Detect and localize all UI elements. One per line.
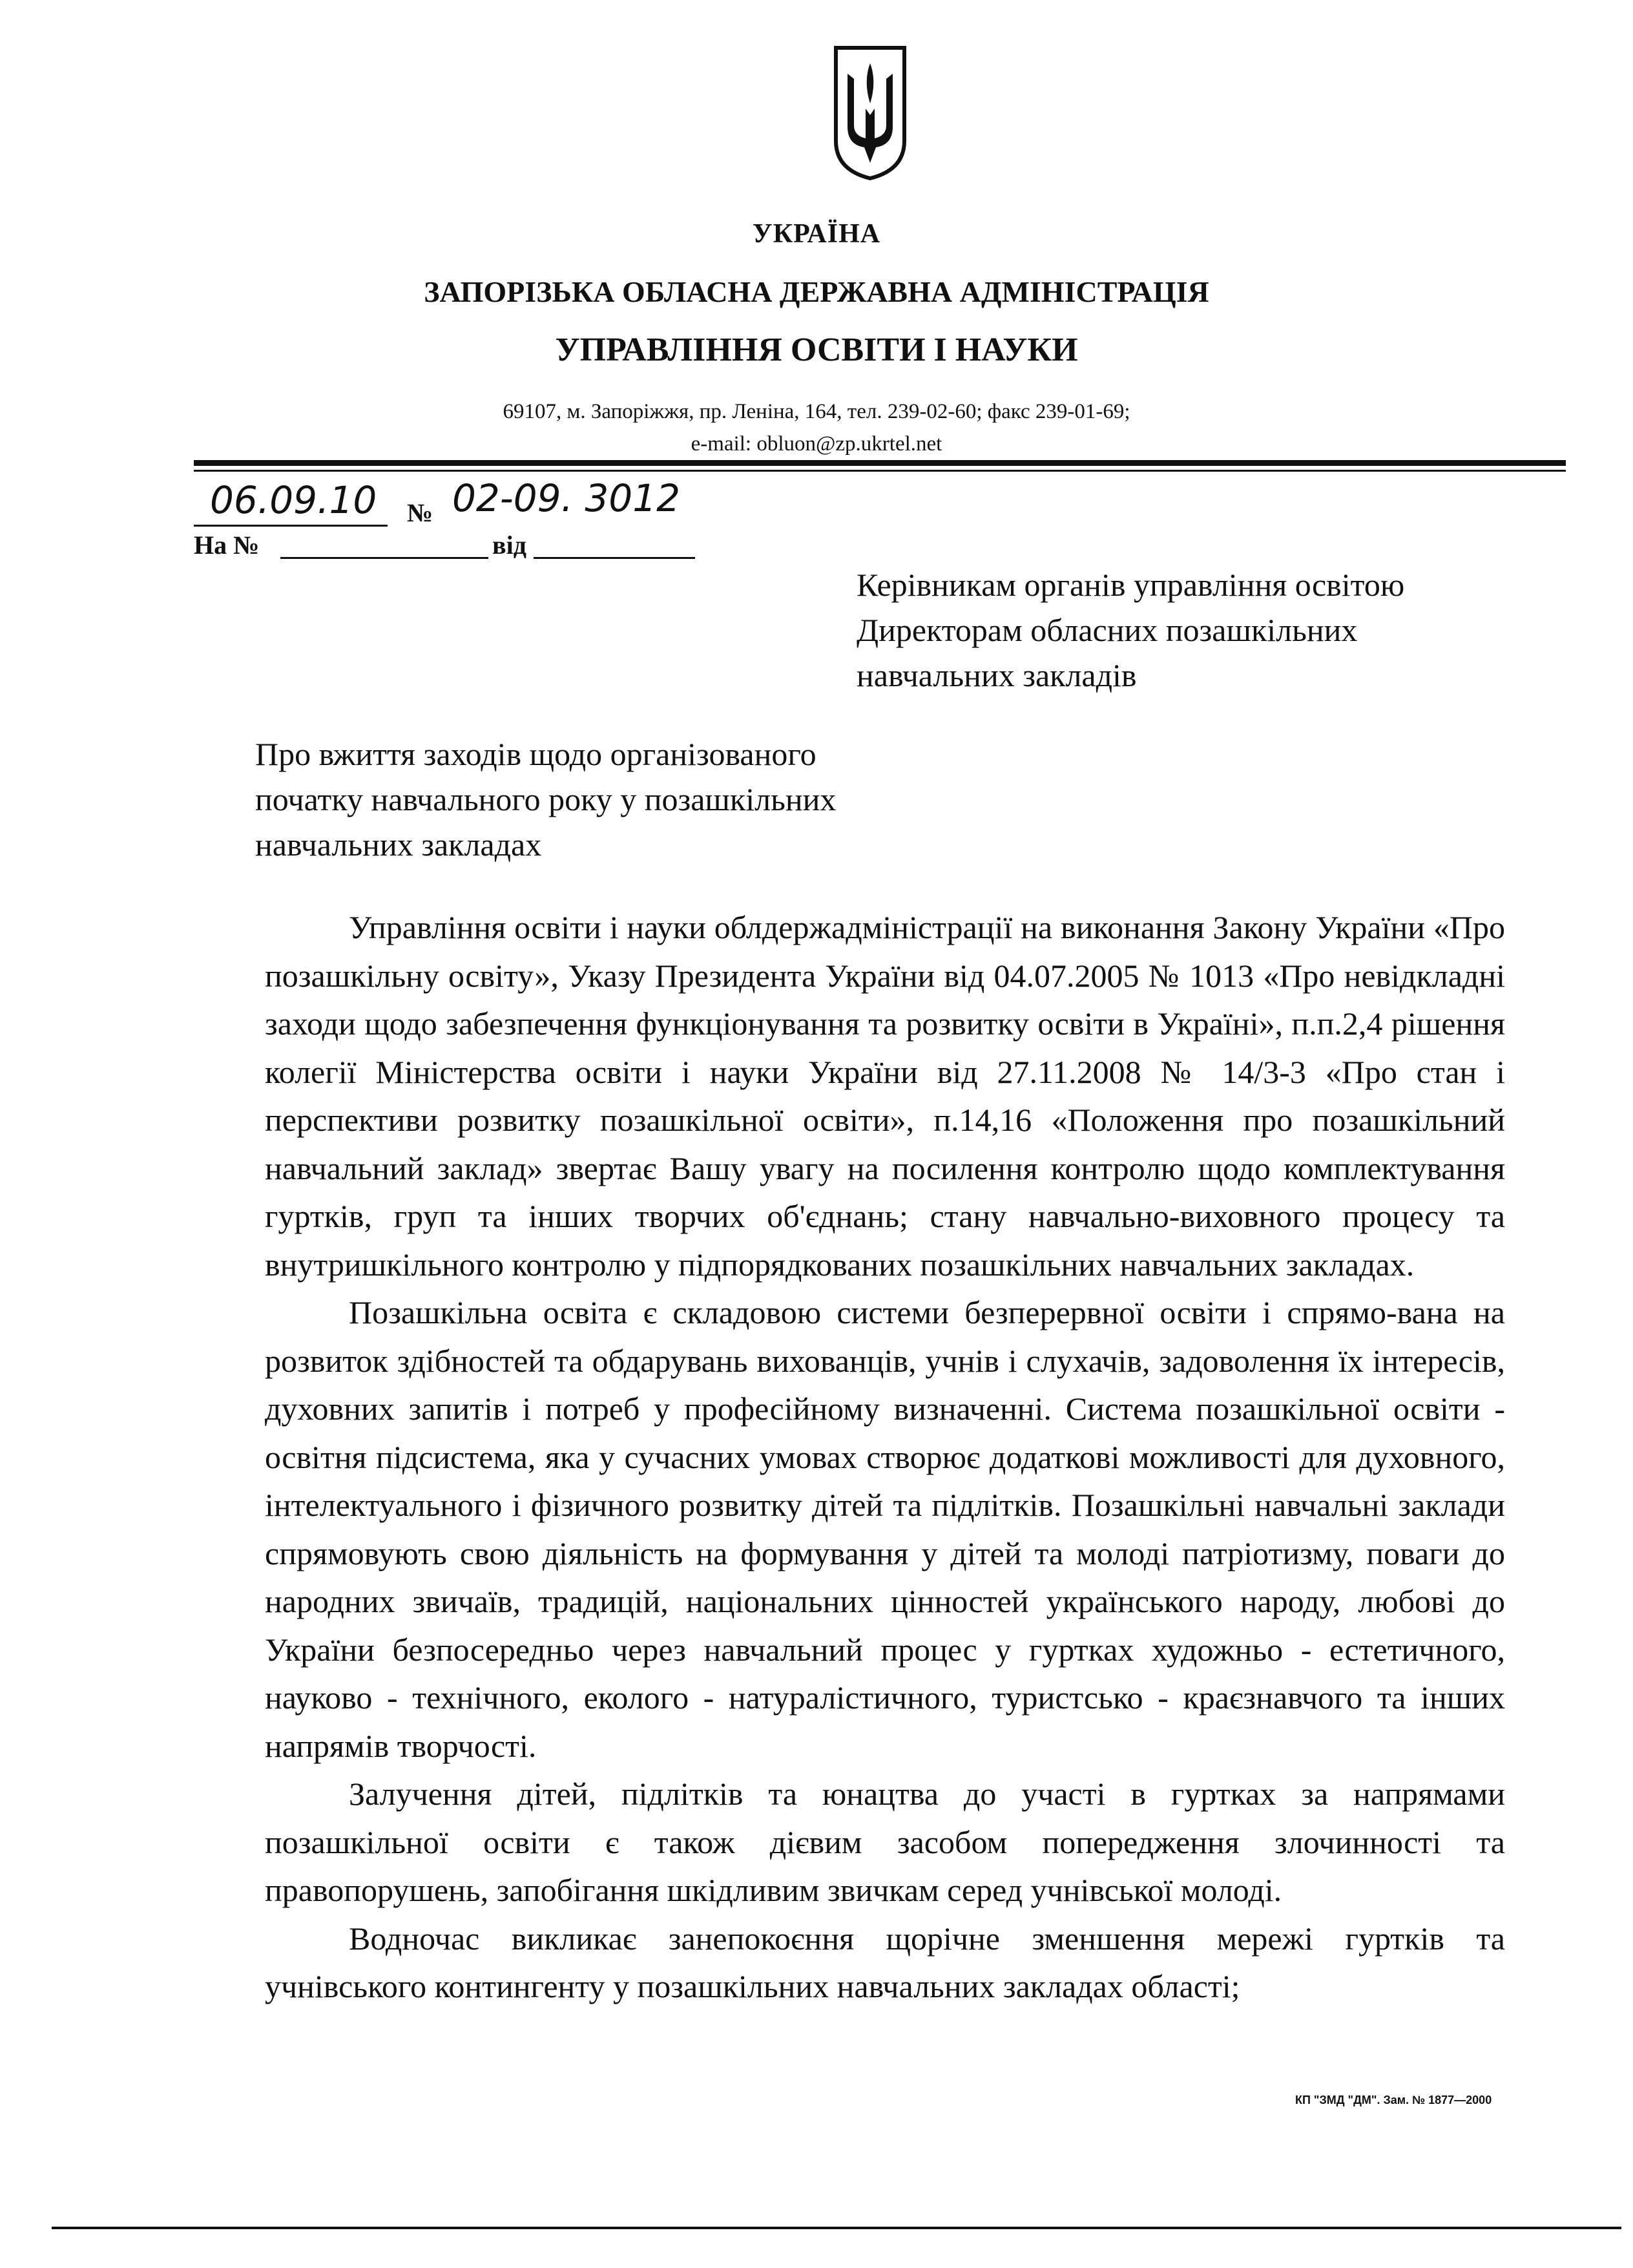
email-line: e-mail: obluon@zp.ukrtel.net <box>691 432 942 456</box>
recipients-block <box>857 562 1404 698</box>
bottom-divider <box>52 2227 1621 2229</box>
registration-number-label: № <box>407 498 433 527</box>
subject-line: навчальних закладах <box>255 826 542 863</box>
body-paragraph: Управління освіти і науки облдержадміністрації на виконання Закону України «Про позашкільну освіту», Указу Президента України від 04.07.2005 № 1013 «Про невідкладні заходи щодо забезпечення функціонування та розвитку освіти в Україні», п.п.2,4 рішення колегії Міністерства освіти і науки України від 27.11.2008 № 14/3-3 «Про стан і перспективи розвитку позашкільної освіти», п.14,16 «Положення про позашкільний навчальний заклад» звертає Вашу увагу на посилення контролю щодо комплектування гуртків, груп та інших творчих об'єднань; стану навчально-виховного процесу та внутришкільного контролю у підпорядкованих позашкільних навчальних закладах. <box>265 909 1505 1283</box>
header-divider-thin <box>194 470 1566 472</box>
header-divider-thick <box>194 460 1566 466</box>
address-line: 69107, м. Запоріжжя, пр. Леніна, 164, тел. 239-02-60; факс 239-01-69; <box>503 400 1130 423</box>
body-paragraph: Позашкільна освіта є складовою системи безперервної освіти і спрямо-вана на розвиток здібностей та обдарувань вихованців, учнів і слухачів, задоволення їх інтересів, духовних запитів і потреб у професійному визначенні. Система позашкільної освіти - освітня підсистема, яка у сучасних умовах створює додаткові можливості для духовного, інтелектуального і фізичного розвитку дітей та підлітків. Позашкільні навчальні заклади спрямовують свою діяльність на формування у дітей та молоді патріотизму, поваги до народних звичаїв, традицій, національних цінностей українського народу, любові до України безпосередньо через навчальний процес у гуртках художньо - естетичного, науково - технічного, еколого - натуралістичного, туристсько - краєзнавчого та інших напрямів творчості. <box>265 1294 1505 1764</box>
recipient-line: Директорам обласних позашкільних <box>857 612 1358 648</box>
printing-note: КП "ЗМД "ДМ". Зам. № 1877—2000 <box>1295 2094 1492 2106</box>
registration-date: 06.09.10 <box>210 478 377 522</box>
reference-number-label: На № <box>194 530 260 560</box>
recipient-line: Керівникам органів управління освітою <box>857 567 1405 603</box>
reference-date-label: від <box>492 530 526 560</box>
body-paragraph: Водночас викликає занепокоєння щорічне зменшення мережі гуртків та учнівського контингенту у позашкільних навчальних закладах області; <box>265 1920 1505 2004</box>
reference-date-blank <box>534 557 695 559</box>
contact-block <box>0 395 1633 460</box>
registration-number: 02-09. 3012 <box>452 476 681 520</box>
recipient-line: навчальних закладів <box>857 657 1137 693</box>
letter-body <box>265 903 1505 2011</box>
body-paragraph: Залучення дітей, підлітків та юнацтва до участі в гуртках за напрямами позашкільної освіти є також дієвим засобом попередження злочинності та правопорушень, запобігання шкідливим звичкам серед учнівської молоді. <box>265 1776 1505 1908</box>
subject-line: початку навчального року у позашкільних <box>255 781 837 817</box>
department-heading: УПРАВЛІННЯ ОСВІТИ І НАУКИ <box>555 331 1078 368</box>
reference-number-blank <box>280 557 488 559</box>
country-heading: УКРАЇНА <box>752 219 881 249</box>
subject-block <box>255 731 836 867</box>
administration-heading: ЗАПОРІЗЬКА ОБЛАСНА ДЕРЖАВНА АДМІНІСТРАЦІЯ <box>424 275 1209 308</box>
registration-date-underline <box>194 525 388 527</box>
subject-line: Про вжиття заходів щодо організованого <box>255 736 816 772</box>
coat-of-arms-icon <box>832 44 908 181</box>
